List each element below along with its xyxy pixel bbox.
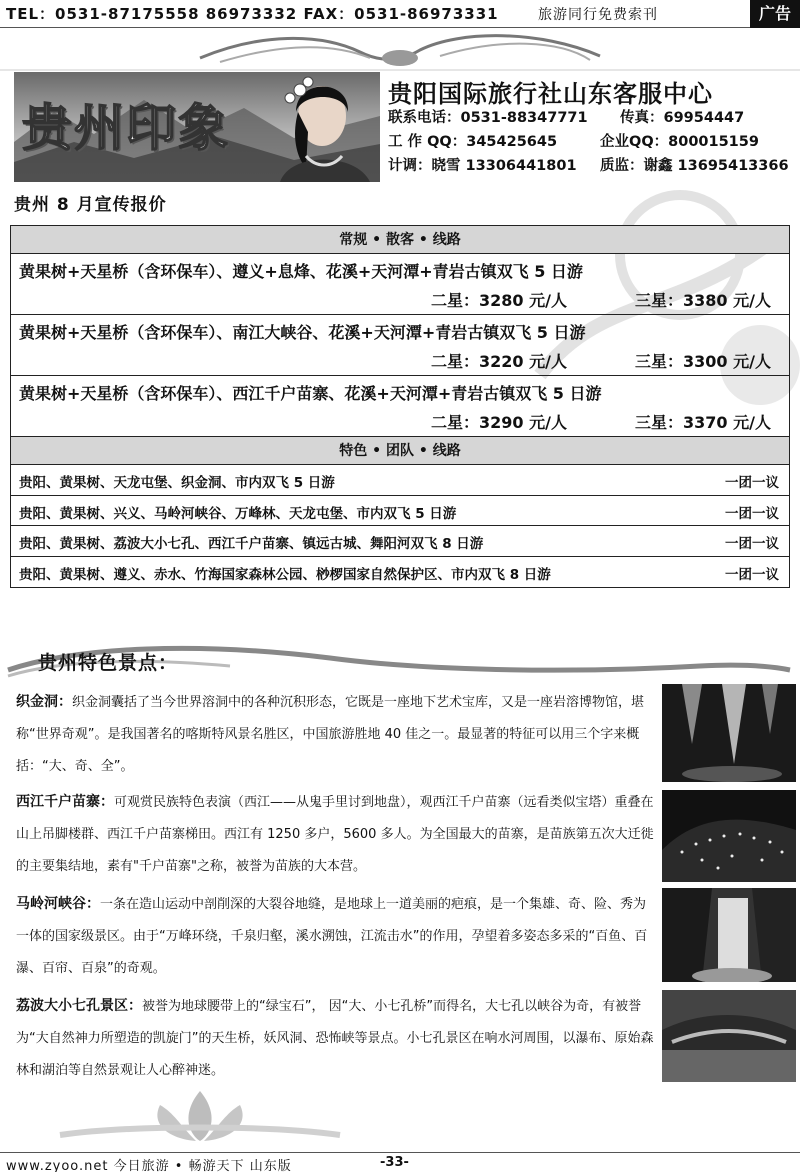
agency-biz-qq: 企业QQ：800015159 (600, 134, 759, 150)
woman-portrait-icon (260, 72, 380, 182)
spot-text: 一条在造山运动中剖削深的大裂谷地缝，是地球上一道美丽的疤痕，是一个集雄、奇、险、秀为一体的国家级景区。由于“万峰环绕，千泉归壑，溪水溯蚀，江流击水”的作用，孕望着多姿态多采的“百鱼、百瀑、百帘、百泉”的奇观。 (16, 897, 648, 976)
group-route-name: 贵阳、黄果树、遵义、赤水、竹海国家森林公园、桫椤国家自然保护区、市内双飞 8 日游 (19, 566, 551, 583)
spot-name: 马岭河峡谷： (16, 896, 100, 912)
regular-routes-header: 常规 • 散客 • 线路 (11, 226, 789, 254)
lotus-icon (40, 1085, 360, 1145)
route-row (11, 315, 789, 376)
cave-photo-icon (662, 684, 796, 782)
page-number: -33- (380, 1155, 409, 1170)
group-row (11, 526, 789, 557)
route-row (11, 254, 789, 315)
group-row (11, 465, 789, 496)
spot-text: 可观赏民族特色表演（西江——从鬼手里讨到地盘），观西江千户苗寨（远看类似宝塔）重叠在山上吊脚楼群、西江千户苗寨梯田。西江有 1250 多户，5600 多人。为全国最大的苗寨，是苗族第五次大迁徙的主要集结地，素有"千户苗寨"之称，被誉为苗族的大本营。 (16, 795, 654, 874)
agency-quality: 质监：谢鑫 13695413366 (600, 158, 789, 174)
group-price: 一团一议 (725, 475, 779, 491)
group-row (11, 557, 789, 588)
banner-title: 贵州印象 (22, 98, 230, 157)
footer (0, 1152, 800, 1172)
banner (14, 72, 380, 182)
route-name: 黄果树+天星桥（含环保车）、南江大峡谷、花溪+天河潭+青岩古镇双飞 5 日游 (19, 323, 586, 342)
group-route-name: 贵阳、黄果树、兴义、马岭河峡谷、万峰林、天龙屯堡、市内双飞 5 日游 (19, 505, 457, 522)
ad-tag: 广告 (750, 0, 800, 28)
group-route-name: 贵阳、黄果树、天龙屯堡、织金洞、市内双飞 5 日游 (19, 475, 335, 491)
agency-work-qq: 工 作 QQ：345425645 (388, 134, 558, 150)
group-price: 一团一议 (725, 566, 779, 583)
route-name: 黄果树+天星桥（含环保车）、遵义+息烽、花溪+天河潭+青岩古镇双飞 5 日游 (19, 262, 583, 281)
group-route-name: 贵阳、黄果树、荔波大小七孔、西江千户苗寨、镇远古城、舞阳河双飞 8 日游 (19, 536, 484, 552)
spot-malinghe-canyon (16, 888, 656, 985)
top-bar (0, 0, 800, 28)
two-star-price: 二星：3290 元/人 (431, 413, 567, 432)
route-row (11, 376, 789, 437)
agency-dispatch: 计调：晓雪 13306441801 (388, 158, 577, 174)
spot-libo-qikong (16, 990, 656, 1087)
agency-info (388, 74, 798, 174)
village-night-photo-icon (662, 790, 796, 882)
group-price: 一团一议 (725, 505, 779, 522)
special-routes-header: 特色 • 团队 • 线路 (11, 437, 789, 465)
group-row (11, 496, 789, 527)
slogan: 旅游同行免费索刊 (538, 7, 658, 23)
attractions-title: 贵州特色景点： (38, 652, 179, 674)
group-price: 一团一议 (725, 536, 779, 552)
spot-text: 织金洞囊括了当今世界溶洞中的各种沉积形态，它既是一座地下艺术宝库，又是一座岩溶博物馆，堪称“世界奇观”。是我国著名的喀斯特风景名胜区，中国旅游胜地 40 佳之一。最显著的特征可以用三个字来概括：“大、奇、全”。 (16, 695, 645, 774)
ornament-swirl-icon (0, 28, 800, 72)
three-star-price: 三星：3300 元/人 (635, 352, 771, 371)
spot-text: 被誉为地球腰带上的“绿宝石”， 因“大、小七孔桥”而得名，大七孔以峡谷为奇，有被誉为“大自然神力所塑造的凯旋门”的天生桥，妖风洞、恐怖峡等景点。小七孔景区在响水河周围，以瀑布、原始森林和湖泊等自然景观让人心醉神迷。 (16, 999, 654, 1078)
spot-name: 荔波大小七孔景区： (16, 998, 142, 1014)
agency-fax: 传真：69954447 (620, 110, 745, 126)
spot-name: 织金洞： (16, 694, 72, 710)
two-star-price: 二星：3280 元/人 (431, 291, 567, 310)
bridge-photo-icon (662, 990, 796, 1082)
route-name: 黄果树+天星桥（含环保车）、西江千户苗寨、花溪+天河潭+青岩古镇双飞 5 日游 (19, 384, 602, 403)
spot-zhijin-cave (16, 686, 656, 783)
footer-site: www.zyoo.net 今日旅游 • 畅游天下 山东版 (6, 1159, 292, 1172)
agency-phone: 联系电话：0531-88347771 (388, 110, 588, 126)
price-table (10, 225, 790, 588)
three-star-price: 三星：3380 元/人 (635, 291, 771, 310)
section-title: 贵州 8 月宣传报价 (14, 195, 167, 215)
spot-xijiang-village (16, 786, 656, 883)
waterfall-photo-icon (662, 888, 796, 982)
three-star-price: 三星：3370 元/人 (635, 413, 771, 432)
contact-line: TEL：0531-87175558 86973332 FAX：0531-86973331 (6, 5, 499, 23)
spot-name: 西江千户苗寨： (16, 794, 114, 810)
two-star-price: 二星：3220 元/人 (431, 352, 567, 371)
agency-name: 贵阳国际旅行社山东客服中心 (388, 80, 713, 108)
